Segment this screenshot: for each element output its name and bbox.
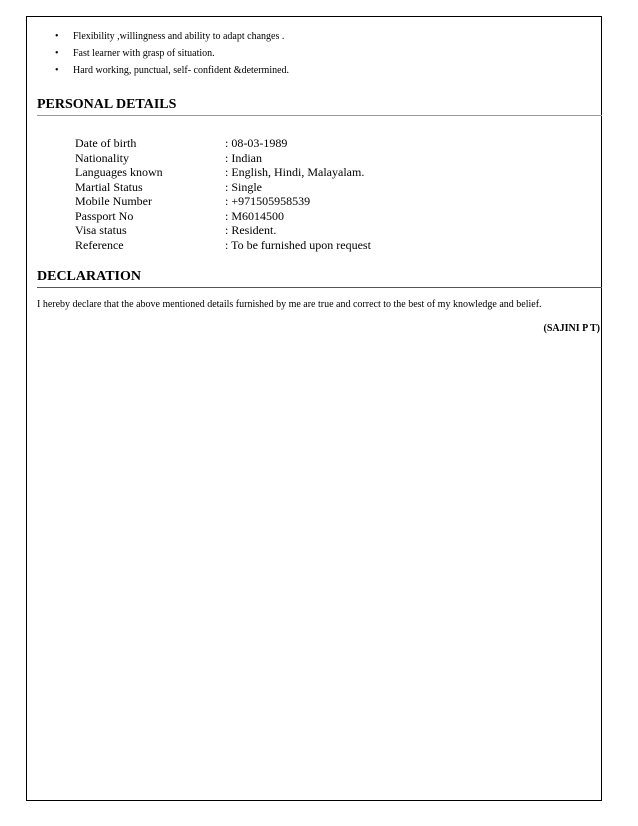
detail-label: Martial Status: [75, 179, 143, 194]
bullet-text: Flexibility ,willingness and ability to adapt changes .: [73, 31, 285, 42]
detail-value: : +971505958539: [225, 194, 311, 208]
details-table: [75, 136, 602, 252]
list-item: [55, 28, 602, 45]
personal-details-section: [37, 97, 602, 252]
detail-label: Passport No: [75, 208, 134, 223]
bullet-text: Hard working, punctual, self- confident &determined.: [73, 65, 290, 76]
section-title: DECLARATION: [37, 269, 602, 288]
detail-value: : M6014500: [225, 208, 285, 223]
table-row: [75, 238, 602, 253]
detail-label: Date of birth: [75, 136, 137, 150]
declaration-section: [37, 269, 602, 334]
table-row: [75, 180, 602, 195]
bullet-icon: •: [55, 31, 59, 42]
bullet-icon: •: [55, 65, 59, 76]
document-content: [37, 28, 602, 334]
table-row: [75, 151, 602, 166]
detail-value: : Resident.: [225, 223, 277, 237]
declaration-text: I hereby declare that the above mentioned details furnished by me are true and correct to the best of my knowledge and belief.: [37, 299, 542, 310]
section-title: PERSONAL DETAILS: [37, 97, 602, 116]
detail-value: : To be furnished upon request: [225, 237, 371, 252]
detail-label: Reference: [75, 237, 124, 252]
detail-value: : 08-03-1989: [225, 136, 288, 150]
table-row: [75, 223, 602, 238]
skills-list: [37, 28, 602, 79]
detail-value: : Single: [225, 179, 263, 194]
list-item: [55, 62, 602, 79]
detail-value: : English, Hindi, Malayalam.: [225, 165, 365, 179]
list-item: [55, 45, 602, 62]
bullet-text: Fast learner with grasp of situation.: [73, 48, 215, 59]
signature: (SAJINI P T): [543, 323, 600, 334]
bullet-icon: •: [55, 48, 59, 59]
table-row: [75, 209, 602, 224]
detail-value: : Indian: [225, 150, 262, 165]
table-row: [75, 136, 602, 151]
detail-label: Nationality: [75, 150, 129, 165]
detail-label: Mobile Number: [75, 194, 152, 208]
table-row: [75, 194, 602, 209]
table-row: [75, 165, 602, 180]
detail-label: Visa status: [75, 223, 127, 237]
detail-label: Languages known: [75, 165, 163, 179]
